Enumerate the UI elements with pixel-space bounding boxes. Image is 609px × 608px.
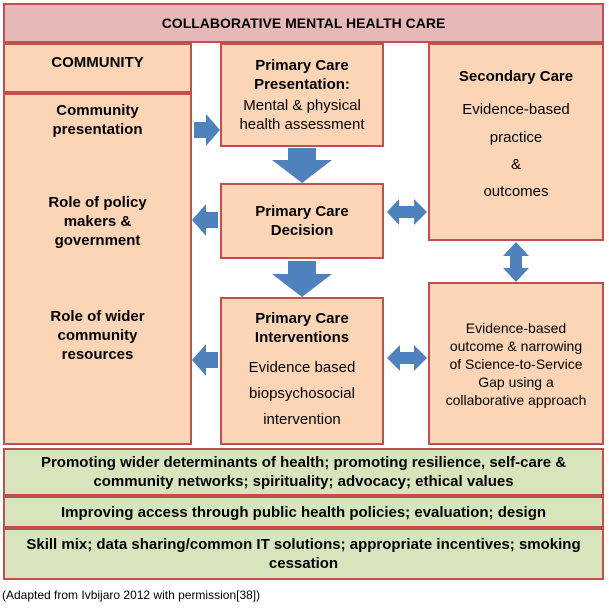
green-row-skill-mix-text: Skill mix; data sharing/common IT solutions; appropriate incentives; smoking cessation [26,536,581,572]
secondary-care-line2: & [510,156,521,173]
community-heading-box [3,43,192,93]
arrow-presentation-to-decision [272,148,332,183]
secondary-care-line1: Evidence-based practice [462,101,570,146]
community-resources: Role of wider community resources [50,308,145,363]
secondary-care-box [428,43,604,241]
community-heading: COMMUNITY [51,54,144,71]
secondary-care-heading: Secondary Care [458,68,574,85]
arrow-decision-secondary [387,199,427,225]
primary-care-interventions-body: Evidence based biopsychosocial intervention [248,359,356,428]
diagram-title: COLLABORATIVE MENTAL HEALTH CARE [161,15,446,31]
evidence-outcome-text: Evidence-based outcome & narrowing of Science-to-Service Gap using a collaborative approach [445,319,587,408]
arrow-secondary-outcome [503,242,529,282]
green-row-skill-mix [3,528,604,580]
community-column [3,93,192,445]
arrow-interventions-outcome [387,345,427,371]
primary-care-presentation-body: Mental & physical health assessment [239,97,365,133]
title-bar [3,3,604,43]
green-row-access-text: Improving access through public health policies; evaluation; design [60,503,547,521]
primary-care-presentation-box [220,43,384,147]
secondary-care-line3: outcomes [483,183,549,200]
primary-care-presentation-heading: Primary Care Presentation: [254,57,350,93]
primary-care-interventions-heading: Primary Care Interventions [254,310,350,346]
arrow-decision-to-interventions [272,261,332,297]
primary-care-interventions-box [220,297,384,445]
policy-makers: Role of policy makers & government [48,194,147,249]
evidence-outcome-box [428,282,604,445]
primary-care-decision-box [220,183,384,259]
green-row-determinants [3,448,604,496]
arrow-interventions-to-community [192,344,218,376]
arrow-decision-to-community [192,204,218,236]
community-presentation: Community presentation [52,102,143,138]
green-row-access [3,496,604,528]
green-row-determinants-text: Promoting wider determinants of health; promoting resilience, self-care & community networks; spirituality; advocacy; ethical values [40,454,567,490]
primary-care-decision-heading: Primary Care Decision [255,203,349,239]
arrow-community-to-presentation [194,114,220,146]
figure-caption: (Adapted from Ivbijaro 2012 with permission[38]) [2,588,261,602]
